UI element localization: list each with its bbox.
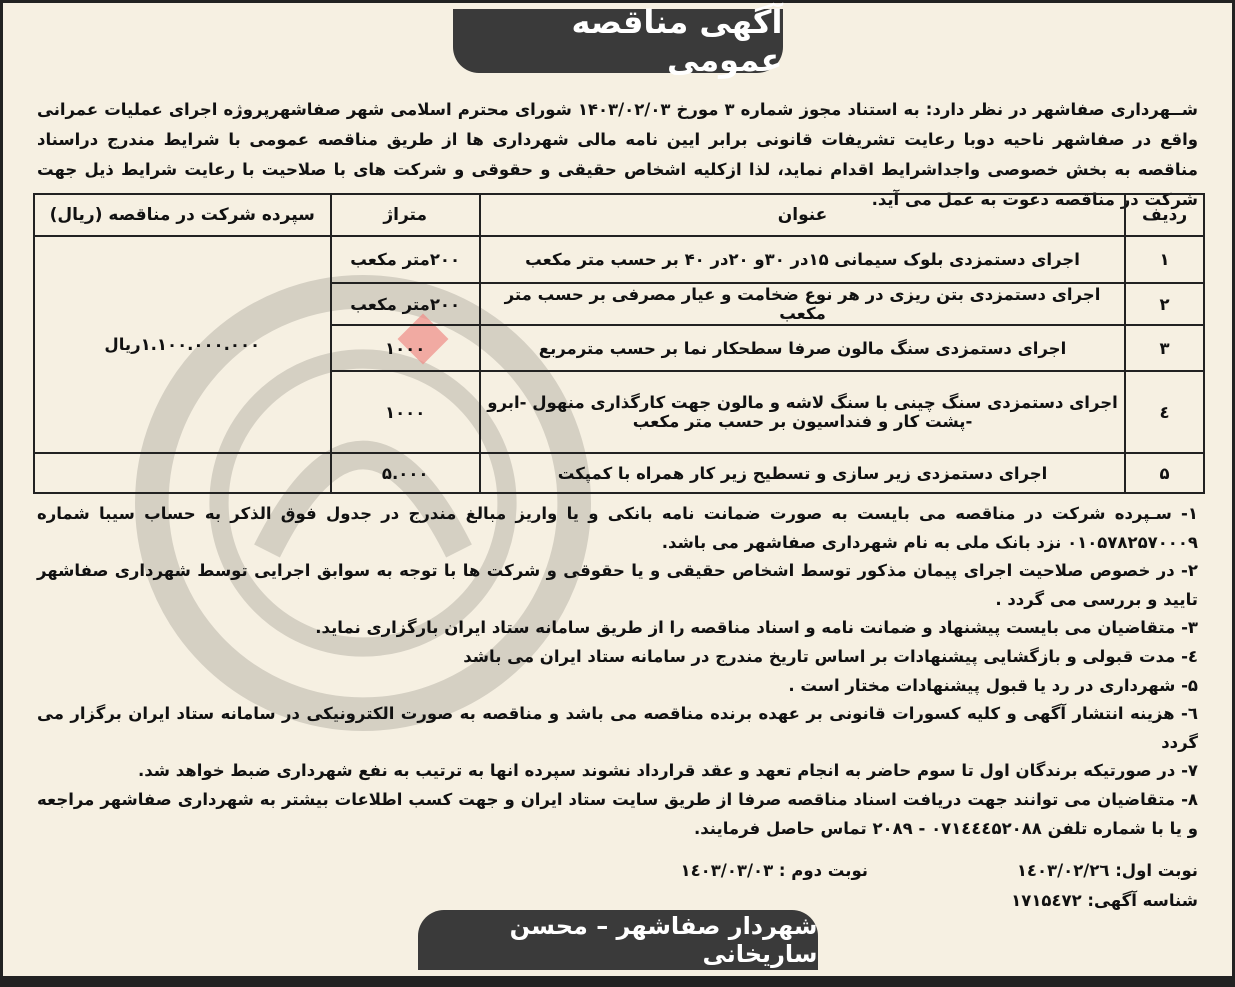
term-item: ٦- هزینه انتشار آگهی و کلیه کسورات قانونی بر عهده برنده مناقصه می باشد و مناقصه به صورت الکترونیکی در سامانه ستاد ایران برگزار می گردد xyxy=(37,704,1198,752)
header-title: عنوان xyxy=(480,194,1125,236)
row-number: ۵ xyxy=(1125,453,1204,493)
header-row-number: ردیف xyxy=(1125,194,1204,236)
row-quantity: ۲۰۰متر مکعب xyxy=(331,236,480,283)
row-title: اجرای دستمزدی سنگ مالون صرفا سطحکار نما بر حسب مترمربع xyxy=(480,325,1125,371)
row-quantity: ۱۰۰۰ xyxy=(331,325,480,371)
term-item: ۵- شهرداری در رد یا قبول پیشنهادات مختار است . xyxy=(788,675,1198,695)
term-item: ۷- در صورتیکه برندگان اول تا سوم حاضر به انجام تعهد و عقد قرارداد نشوند سپرده انها به ترتیب به نفع شهرداری ضبط خواهد شد. xyxy=(137,761,1198,781)
row-number: ۲ xyxy=(1125,283,1204,325)
row-quantity: ۲۰۰متر مکعب xyxy=(331,283,480,325)
row-quantity: ۱۰۰۰ xyxy=(331,371,480,453)
term-item: ۲- در خصوص صلاحیت اجرای پیمان مذکور توسط اشخاص حقیقی و یا حقوقی و شرکت ها با توجه به سوابق اجرایی توسط شهرداری صفاشهر تایید و بررسی می گردد . xyxy=(37,561,1198,609)
first-publication-date: نوبت اول: ۱٤۰۳/۰۲/۲٦ xyxy=(1016,861,1198,880)
publication-dates xyxy=(37,857,1198,891)
header-deposit: سپرده شرکت در مناقصه (ریال) xyxy=(34,194,331,236)
row-quantity: ۵.۰۰۰ xyxy=(331,453,480,493)
deposit-empty-cell xyxy=(34,453,331,493)
row-title: اجرای دستمزدی زیر سازی و تسطیح زیر کار همراه با کمپکت xyxy=(480,453,1125,493)
tender-table xyxy=(33,193,1205,494)
term-item: ۱- سـپرده شرکت در مناقصه می بایست به صورت ضمانت نامه بانکی و یا واریز مبالغ مندرج در جدول فوق الذکر به حساب سیبا شماره ۰۱۰۵۷۸۲۵۷۰۰۰۹ نزد بانک ملی به نام شهرداری صفاشهر می باشد. xyxy=(37,504,1198,552)
row-number: ٤ xyxy=(1125,371,1204,453)
ad-id: شناسه آگهی: ۱۷۱۵٤۷۲ xyxy=(1011,891,1198,910)
row-number: ۱ xyxy=(1125,236,1204,283)
intro-paragraph: شــهرداری صفاشهر در نظر دارد: به استناد مجوز شماره ۳ مورخ ۱۴۰۳/۰۲/۰۳ شورای محترم اسلامی شهر صفاشهرپروژه اجرای عملیات عمرانی واقع در صفاشهر ناحیه دوبا رعایت تشریفات قانونی برابر ایین نامه مالی شهرداری ها از طریق مناقصه عمومی با شرایط مندرج دراسناد مناقصه به بخش خصوصی واجداشرایط اقدام نماید، لذا ازکلیه اشخاص حقیقی و حقوقی و شرکت های با صلاحیت با رعایت شرایط ذیل جهت شرکت در مناقصه دعوت به عمل می آید. xyxy=(37,100,1198,209)
bottom-divider xyxy=(3,976,1232,984)
deposit-amount: ۱.۱۰۰.۰۰۰.۰۰۰ریال xyxy=(34,236,331,453)
table-row xyxy=(34,453,1204,493)
term-item: ۳- متقاضیان می بایست پیشنهاد و ضمانت نامه و اسناد مناقصه را از طریق سامانه ستاد ایران بارگزاری نماید. xyxy=(315,618,1198,638)
notice-title: آگهی مناقصه عمومی xyxy=(453,9,783,73)
row-number: ۳ xyxy=(1125,325,1204,371)
table-row xyxy=(34,236,1204,283)
second-publication-date: نوبت دوم : ۱٤۰۳/۰۳/۰۳ xyxy=(680,861,868,880)
row-title: اجرای دستمزدی بتن ریزی در هر نوع ضخامت و عیار مصرفی بر حسب متر مکعب xyxy=(480,283,1125,325)
header-quantity: متراژ xyxy=(331,194,480,236)
term-item: ۸- متقاضیان می توانند جهت دریافت اسناد مناقصه صرفا از طریق سایت ستاد ایران و جهت کسب اطلاعات بیشتر به شهرداری صفاشهر مراجعه و یا با شماره تلفن ۰۷۱٤٤٤۵۲۰۸۸ - ۲۰۸۹ تماس حاصل فرمایند. xyxy=(37,789,1198,838)
mayor-signature-banner: شهردار صفاشهر – محسن ساریخانی xyxy=(418,910,818,970)
terms-list xyxy=(37,500,1198,843)
row-title: اجرای دستمزدی بلوک سیمانی ۱۵در ۳۰و ۲۰در ۴۰ بر حسب متر مکعب xyxy=(480,236,1125,283)
table-header-row xyxy=(34,194,1204,236)
term-item: ٤- مدت قبولی و بازگشایی پیشنهادات بر اساس تاریخ مندرج در سامانه ستاد ایران می باشد xyxy=(463,646,1198,666)
row-title: اجرای دستمزدی سنگ چینی با سنگ لاشه و مالون جهت کارگذاری منهول -ابرو -پشت کار و فنداسیون بر حسب متر مکعب xyxy=(480,371,1125,453)
